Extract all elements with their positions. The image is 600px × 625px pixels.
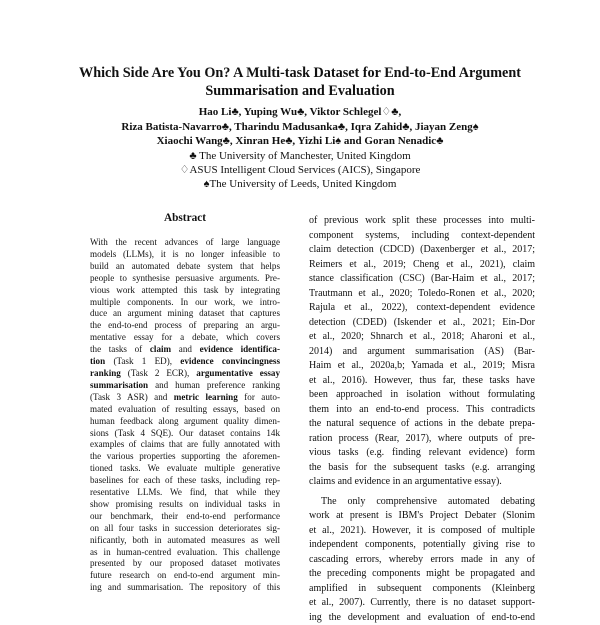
abstract-line: mated evaluation of resulting essays, based on	[90, 404, 280, 416]
abstract-text-run: the tasks of	[90, 344, 150, 354]
body-line: vious tasks (e.g. finding relevant evidence) form	[309, 446, 535, 461]
body-line: The only comprehensive automated debating	[309, 495, 535, 510]
body-line: ration process (Rear, 2017), where outputs of pre-	[309, 432, 535, 447]
body-line: them into an end-to-end process. This contradicts	[309, 403, 535, 418]
abstract-line: nificantly, both in automated measures as well	[90, 535, 280, 547]
abstract-text-run: for auto-	[238, 392, 280, 402]
abstract-bold-term: tion	[90, 356, 105, 366]
author-list	[40, 105, 560, 149]
abstract-text-run: and human preference ranking	[148, 380, 280, 390]
affiliation-manchester: ♣ The University of Manchester, United Kingdom	[40, 149, 560, 163]
body-line: of previous work split these processes into multi-	[309, 214, 535, 229]
body-line: stance classification (CSC) (Bar-Haim et al., 2017;	[309, 272, 535, 287]
abstract-heading: Abstract	[90, 212, 280, 224]
body-line: been approached in isolation without formulating	[309, 388, 535, 403]
abstract-line: sions (Task 4 SQE). Our dataset contains 14k	[90, 428, 280, 440]
body-line: amplified in subsequent components (Kleinberg	[309, 582, 535, 597]
abstract-line: people to synthesise persuasive arguments. Pre-	[90, 273, 280, 285]
abstract-line: human feedback along argument quality dimen-	[90, 416, 280, 428]
abstract-line	[90, 356, 280, 368]
abstract-bold-term: claim	[150, 344, 171, 354]
introduction-text	[309, 214, 535, 625]
abstract-line: the various properties supporting the aforemen-	[90, 451, 280, 463]
body-line: et al., 2016). However, thus far, these tasks have	[309, 374, 535, 389]
abstract-line: build an automated debate system that helps	[90, 261, 280, 273]
abstract-bold-term: evidence identifica-	[200, 344, 280, 354]
abstract-line	[90, 344, 280, 356]
affiliation-leeds: ♠The University of Leeds, United Kingdom	[40, 177, 560, 191]
author-line-3: Xiaochi Wang♣, Xinran He♣, Yizhi Li♠ and Goran Nenadic♣	[40, 134, 560, 149]
abstract-bold-term: summarisation	[90, 380, 148, 390]
body-line: et al., 2020; Shnarch et al., 2018; Aharoni et al.,	[309, 330, 535, 345]
body-line: cascading errors, whereby errors made in any of	[309, 553, 535, 568]
abstract-bold-term: argumentative essay	[196, 368, 280, 378]
abstract-line: ing and summarisation. The repository of this	[90, 582, 280, 594]
body-line: claim detection (CDCD) (Daxenberger et al., 2017;	[309, 243, 535, 258]
abstract-line: as in human-centred evaluation. This challenge	[90, 547, 280, 559]
abstract-text	[90, 237, 280, 594]
abstract-text-run: and	[171, 344, 199, 354]
body-line: et al., 2007). Currently, there is no dataset support-	[309, 596, 535, 611]
abstract-line: mentative essay for a debate, which covers	[90, 332, 280, 344]
abstract-line: our benchmark, their end-to-end performance	[90, 511, 280, 523]
body-line: claims and evidence in an argumentative essay).	[309, 475, 535, 490]
abstract-line: examples of claims that are fully annotated with	[90, 439, 280, 451]
abstract-text-run: (Task 1 ED),	[105, 356, 180, 366]
body-line: ing the development and evaluation of end-to-end	[309, 611, 535, 625]
body-line: Trautmann et al., 2020; Toledo-Ronen et al., 2020;	[309, 287, 535, 302]
abstract-bold-term: ranking	[90, 368, 121, 378]
abstract-line	[90, 380, 280, 392]
body-line: Haim et al., 2020a,b; Yamada et al., 2019; Misra	[309, 359, 535, 374]
title-line-2: Summarisation and Evaluation	[40, 82, 560, 100]
abstract-line: With the recent advances of large language	[90, 237, 280, 249]
author-line-2: Riza Batista-Navarro♣, Tharindu Madusanka♣, Iqra Zahid♣, Jiayan Zeng♠	[40, 120, 560, 135]
abstract-line: vious work attempted this task by integrating	[90, 285, 280, 297]
abstract-line: presented by our proposed dataset motivates	[90, 558, 280, 570]
abstract-line	[90, 392, 280, 404]
affiliation-asus: ♢ASUS Intelligent Cloud Services (AICS), Singapore	[40, 163, 560, 177]
body-line: detection (CDED) (Iskender et al., 2021; Ein-Dor	[309, 316, 535, 331]
abstract-line: models (LLMs), it is no longer infeasible to	[90, 249, 280, 261]
abstract-bold-term: evidence convincingness	[180, 356, 280, 366]
author-line-1: Hao Li♣, Yuping Wu♣, Viktor Schlegel♢♣,	[40, 105, 560, 120]
paragraph-1	[309, 214, 535, 490]
abstract-line: baselines for each of these tasks, including rep-	[90, 475, 280, 487]
abstract-line: future research on end-to-end argument min-	[90, 570, 280, 582]
abstract-line: the end-to-end process of preparing an argu-	[90, 320, 280, 332]
paper-title	[40, 64, 560, 100]
abstract-line: tioned tasks. We evaluate multiple generative	[90, 463, 280, 475]
abstract-line: on all four tasks in succession deteriorates sig-	[90, 523, 280, 535]
title-line-1: Which Side Are You On? A Multi-task Dataset for End-to-End Argument	[40, 64, 560, 82]
abstract-line: duce an argument mining dataset that captures	[90, 308, 280, 320]
abstract-line: resentative LLMs. We find, that while they	[90, 487, 280, 499]
abstract-line: multiple components. In our work, we intro-	[90, 297, 280, 309]
body-line: the natural sequence of actions in the debate prepa-	[309, 417, 535, 432]
body-line: Rajula et al., 2022), context-dependent evidence	[309, 301, 535, 316]
body-line: Reimers et al., 2019; Cheng et al., 2021), claim	[309, 258, 535, 273]
abstract-bold-term: metric learning	[174, 392, 238, 402]
body-line: component systems, including context-dependent	[309, 229, 535, 244]
abstract-line: show promising results on individual tasks in	[90, 499, 280, 511]
abstract-text-run: (Task 2 ECR),	[121, 368, 196, 378]
body-line: 2014) and argument summarisation (AS) (Bar-	[309, 345, 535, 360]
affiliations	[40, 149, 560, 191]
body-line: independent components, potentially giving rise to	[309, 538, 535, 553]
paragraph-2	[309, 495, 535, 625]
abstract-text-run: (Task 3 ASR) and	[90, 392, 174, 402]
body-line: the basis for the subsequent tasks (e.g. arranging	[309, 461, 535, 476]
body-line: et al., 2021). However, it is composed of multiple	[309, 524, 535, 539]
body-line: the preceding components might be propagated and	[309, 567, 535, 582]
abstract-line	[90, 368, 280, 380]
body-line: work at present is IBM's Project Debater (Slonim	[309, 509, 535, 524]
